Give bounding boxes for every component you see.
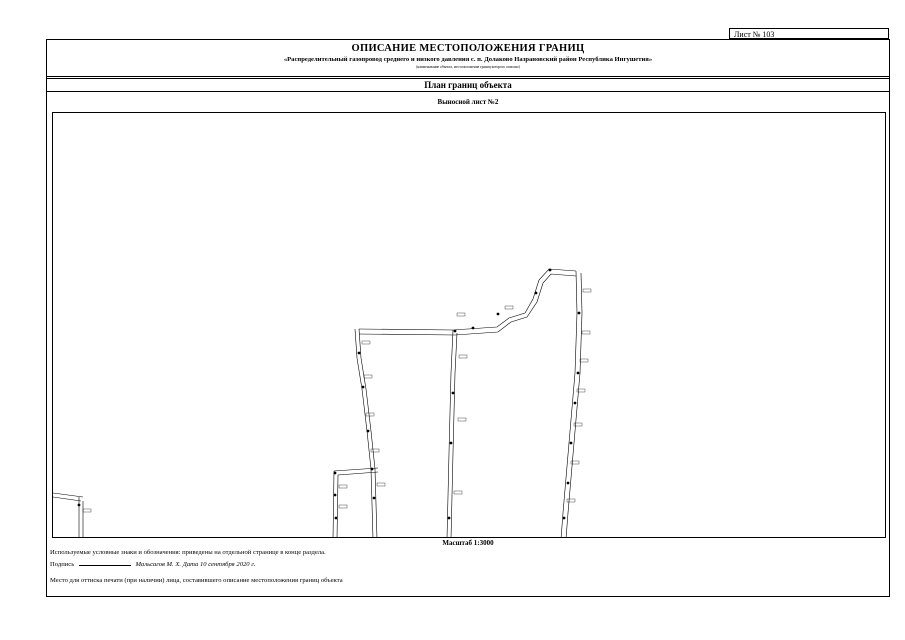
boundary-drawing: [53, 113, 886, 538]
boundary-point: [563, 517, 566, 520]
point-label-marker: [377, 483, 385, 486]
boundary-line-left: [53, 493, 83, 497]
boundary-line-left-b: [53, 497, 81, 501]
boundary-point: [358, 352, 361, 355]
boundary-plan-map: [52, 112, 886, 538]
point-label-marker: [364, 375, 372, 378]
boundary-line-d: [447, 330, 453, 538]
stamp-note: Место для оттиска печати (при наличии) лица, составившего описание местоположения границ объекта: [50, 577, 343, 584]
point-label-marker: [457, 313, 465, 316]
point-label-marker: [362, 341, 370, 344]
sheet-title: Выносной лист №2: [437, 98, 499, 106]
point-label-marker: [583, 289, 591, 292]
boundary-line-c-b: [359, 274, 576, 335]
boundary-point: [452, 392, 455, 395]
boundary-point: [549, 269, 552, 272]
section-title: План границ объекта: [47, 78, 889, 92]
boundary-line-b-b: [359, 329, 377, 538]
boundary-point: [78, 504, 81, 507]
boundary-point: [567, 482, 570, 485]
point-label-marker: [83, 509, 91, 512]
point-label-marker: [505, 306, 513, 309]
boundary-point: [362, 386, 365, 389]
point-label-marker: [459, 355, 467, 358]
boundary-line-c: [359, 269, 576, 330]
boundary-line-b: [355, 329, 373, 538]
point-label-marker: [371, 449, 379, 452]
boundary-point: [497, 313, 500, 316]
boundary-point: [472, 327, 475, 330]
boundary-point: [578, 312, 581, 315]
boundary-point: [335, 517, 338, 520]
signature-label: Подпись: [50, 561, 75, 568]
point-label-marker: [567, 499, 575, 502]
boundary-point: [334, 472, 337, 475]
signer-name: Мальсагов М. Х.: [135, 561, 182, 568]
boundary-point: [334, 494, 337, 497]
document-frame: [46, 39, 890, 597]
legend-note: Используемые условные знаки и обозначения: приведены на отдельной странице в конце раздела.: [50, 549, 326, 556]
point-label-marker: [580, 359, 588, 362]
boundary-point: [371, 468, 374, 471]
point-label-marker: [582, 331, 590, 334]
point-label-marker: [454, 491, 462, 494]
date-value: 10 сентября 2020 г.: [199, 561, 256, 568]
document-header: [47, 40, 889, 77]
boundary-point: [454, 330, 457, 333]
signature-blank: [79, 559, 131, 566]
boundary-point: [367, 430, 370, 433]
boundary-point: [448, 517, 451, 520]
object-name-caption: (наименование объекта, местоположение границ которого описано): [416, 65, 520, 69]
signature-line: [50, 559, 255, 568]
boundary-point: [450, 442, 453, 445]
boundary-point: [570, 442, 573, 445]
date-label: Дата: [182, 561, 199, 568]
boundary-point: [574, 402, 577, 405]
point-label-marker: [339, 485, 347, 488]
boundary-point: [373, 497, 376, 500]
map-scale: Масштаб 1:3000: [442, 539, 494, 547]
point-label-marker: [366, 413, 374, 416]
point-label-marker: [458, 418, 466, 421]
boundary-line-d-b: [451, 333, 457, 538]
boundary-point: [535, 292, 538, 295]
boundary-point: [577, 372, 580, 375]
sheet-number: Лист № 103: [729, 28, 889, 39]
object-name: «Распределительный газопровод среднего и низкого давления с. п. Долаково Назрановский район Республика Ингушетия»: [283, 56, 653, 63]
point-label-marker: [339, 505, 347, 508]
document-title: ОПИСАНИЕ МЕСТОПОЛОЖЕНИЯ ГРАНИЦ: [351, 43, 585, 54]
